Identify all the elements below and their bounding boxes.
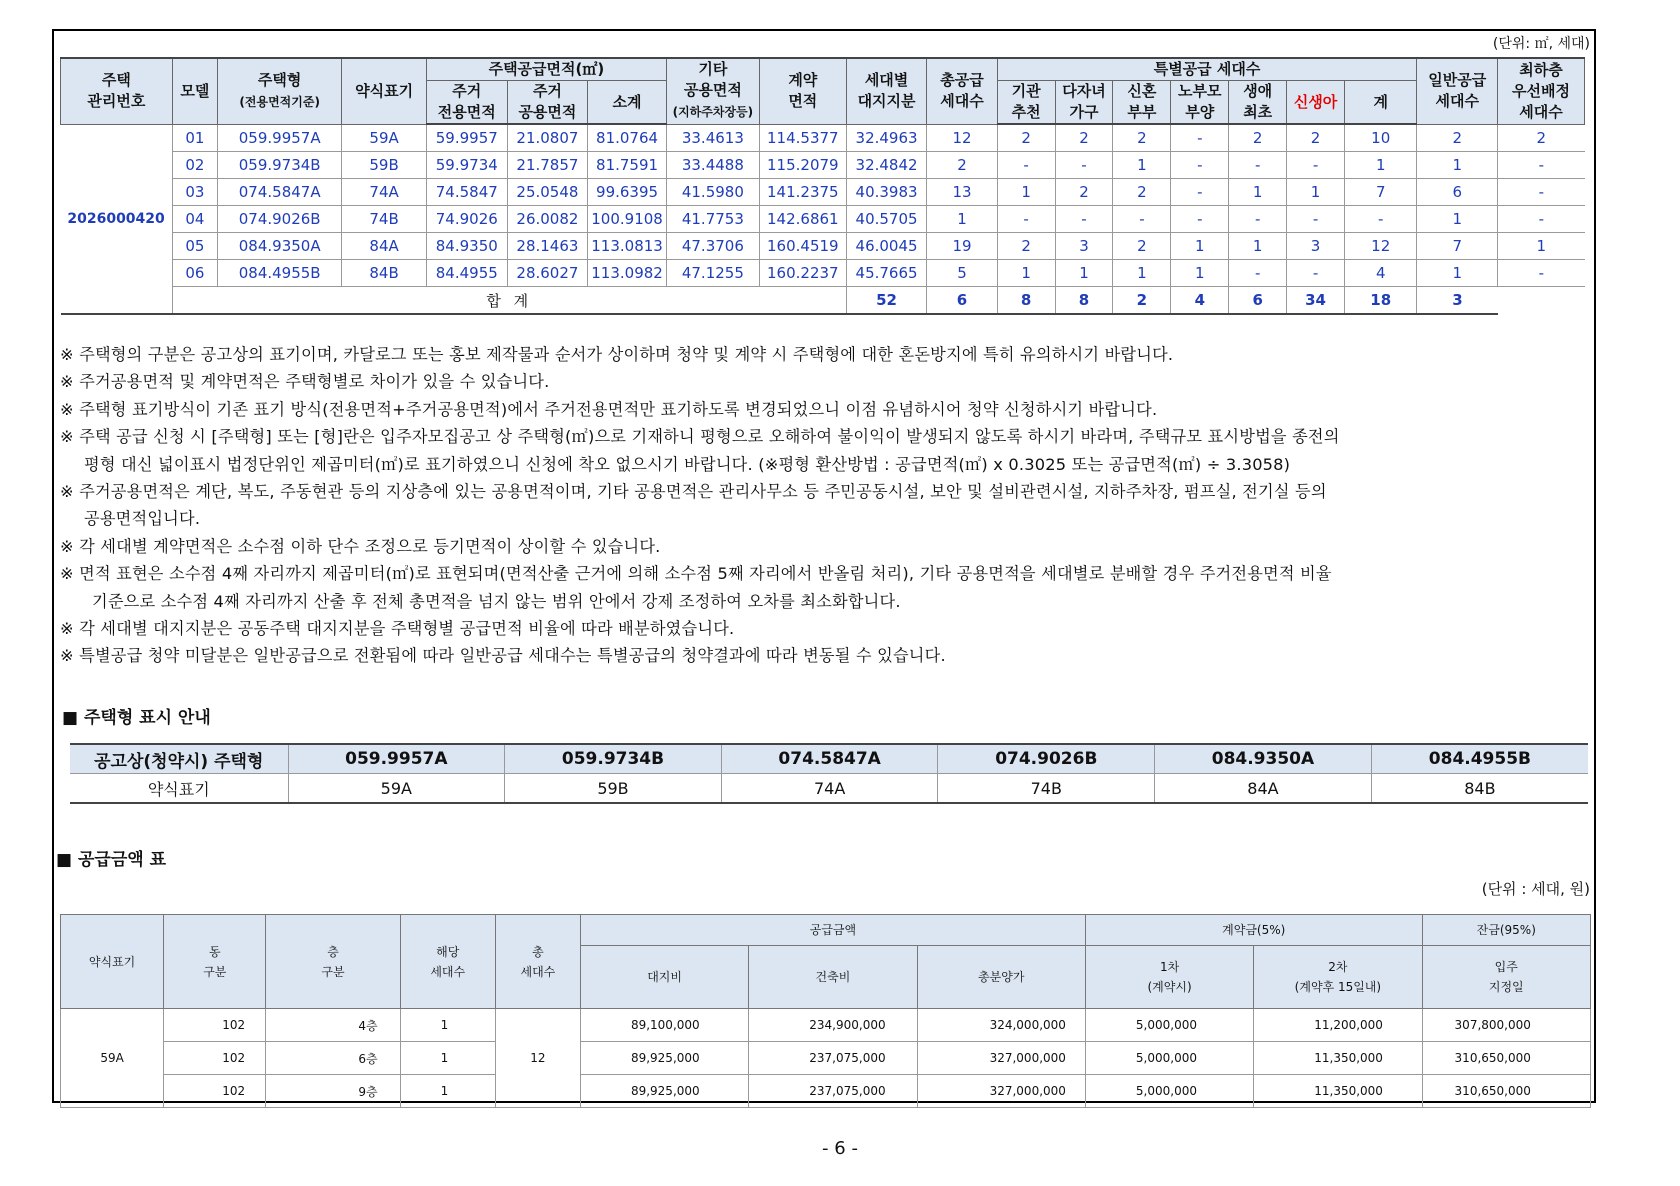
th-supply-area: 주택공급면적(㎡): [426, 58, 666, 81]
table-row: [61, 152, 1585, 179]
table-cell: -: [1287, 206, 1345, 233]
th-sp-first: 생애 최초: [1229, 81, 1287, 125]
note-line: ※ 주택형 표기방식이 기존 표기 방식(전용면적+주거공용면적)에서 주거전용면적만 표기하도록 변경되었으니 이점 유념하시어 청약 신청하시기 바랍니다.: [60, 399, 1158, 419]
table-cell: 114.5377: [759, 124, 846, 152]
total-cell: 6: [927, 287, 997, 315]
table-cell: 04: [172, 206, 217, 233]
table-cell: -: [1498, 206, 1585, 233]
table-cell: 84.4955: [426, 260, 507, 287]
th-building: 건축비: [749, 946, 917, 1009]
total-cell: 8: [1055, 287, 1113, 315]
table-cell: -: [1055, 152, 1113, 179]
total-cell: 8: [997, 287, 1055, 315]
table-row: [61, 1042, 1591, 1075]
table-cell: 1: [1055, 260, 1113, 287]
table-cell: 59B: [342, 152, 427, 179]
th-res-common: 주거 공용면적: [507, 81, 588, 125]
th-type-code: 074.5847A: [721, 744, 938, 774]
table-cell: 7: [1417, 233, 1498, 260]
table-cell: 32.4842: [846, 152, 927, 179]
table-cell: 084.9350A: [218, 233, 342, 260]
table-cell: 1: [400, 1009, 495, 1042]
table-cell: 160.2237: [759, 260, 846, 287]
table-cell: -: [1171, 206, 1229, 233]
table-cell: -: [1498, 152, 1585, 179]
table-cell: 100.9108: [588, 206, 667, 233]
table-cell: 113.0813: [588, 233, 667, 260]
table-cell: 26.0082: [507, 206, 588, 233]
group-short-label: 59A: [61, 1009, 164, 1108]
table-cell: 5: [927, 260, 997, 287]
table-cell: 10: [1345, 124, 1417, 152]
table-cell: 81.0764: [588, 124, 667, 152]
th-short: 약식표기: [342, 58, 427, 124]
table-cell: 324,000,000: [917, 1009, 1085, 1042]
table-cell: 32.4963: [846, 124, 927, 152]
table-cell: 1: [1417, 260, 1498, 287]
th-move-in: 입주 지정일: [1422, 946, 1590, 1009]
table-cell: 084.4955B: [218, 260, 342, 287]
table-cell: 1: [1113, 260, 1171, 287]
table-cell: 327,000,000: [917, 1075, 1085, 1108]
table-cell: 33.4488: [666, 152, 759, 179]
table-cell: 2: [1113, 233, 1171, 260]
note-line: ※ 각 세대별 계약면적은 소수점 이하 단수 조정으로 등기면적이 상이할 수 있습니다.: [60, 536, 661, 556]
table-cell: 45.7665: [846, 260, 927, 287]
page-frame: [52, 29, 1596, 1103]
area-table: [60, 57, 1585, 315]
table-cell: -: [1229, 206, 1287, 233]
table-cell: 2: [997, 124, 1055, 152]
price-table: [60, 914, 1591, 1108]
table-cell: 237,075,000: [749, 1042, 917, 1075]
table-cell: 059.9957A: [218, 124, 342, 152]
table-cell: 102: [164, 1009, 266, 1042]
th-second: 2차 (계약후 15일내): [1254, 946, 1422, 1009]
table-cell: 1: [1113, 152, 1171, 179]
th-type-code: 059.9957A: [288, 744, 505, 774]
table-cell: 84A: [342, 233, 427, 260]
section-title-type-guide: ■ 주택형 표시 안내: [62, 708, 211, 728]
table-cell: 2: [1498, 124, 1585, 152]
table-cell: 2: [1055, 124, 1113, 152]
table-cell: 46.0045: [846, 233, 927, 260]
unit-price-label: (단위 : 세대, 원): [1481, 880, 1590, 898]
table-cell: 113.0982: [588, 260, 667, 287]
table-row: [61, 233, 1585, 260]
table-cell: 21.7857: [507, 152, 588, 179]
table-cell: 99.6395: [588, 179, 667, 206]
table-cell: 1: [1229, 179, 1287, 206]
table-cell: -: [997, 206, 1055, 233]
table-cell: 33.4613: [666, 124, 759, 152]
note-line: ※ 주거공용면적은 계단, 복도, 주동현관 등의 지상층에 있는 공용면적이며, 기타 공용면적은 관리사무소 등 주민공동시설, 보안 및 설비관련시설, 지하주차장, 펌프실, 전기실 등의: [60, 482, 1327, 502]
table-cell: 141.2375: [759, 179, 846, 206]
table-cell: -: [1229, 152, 1287, 179]
table-cell: 307,800,000: [1422, 1009, 1590, 1042]
table-cell: 06: [172, 260, 217, 287]
note-line: ※ 주택 공급 신청 시 [주택형] 또는 [형]란은 입주자모집공고 상 주택형(㎡)으로 기재하니 평형으로 오해하여 불이익이 발생되지 않도록 하시기 바라며, 주택규모 표시방법을 종전의: [60, 427, 1340, 447]
table-cell: -: [1171, 124, 1229, 152]
table-row: [61, 206, 1585, 233]
total-cell: 2: [1113, 287, 1171, 315]
table-cell: -: [1287, 152, 1345, 179]
table-cell: 4: [1345, 260, 1417, 287]
table-row: [61, 1075, 1591, 1108]
table-cell: 1: [400, 1042, 495, 1075]
th-type-code: 084.4955B: [1371, 744, 1588, 774]
th-type-code: 074.9026B: [938, 744, 1155, 774]
th-land-share: 세대별 대지지분: [846, 58, 927, 124]
table-row: [61, 179, 1585, 206]
table-cell: 21.0807: [507, 124, 588, 152]
table-cell: 2: [927, 152, 997, 179]
table-cell: 1: [1498, 233, 1585, 260]
th-sp-multi: 다자녀 가구: [1055, 81, 1113, 125]
table-cell: 5,000,000: [1085, 1075, 1253, 1108]
th-subtotal: 소계: [588, 81, 667, 125]
table-cell: 74B: [342, 206, 427, 233]
th-notice-type: 공고상(청약시) 주택형: [70, 744, 288, 774]
short-code: 84B: [1371, 774, 1588, 804]
table-cell: 102: [164, 1042, 266, 1075]
table-cell: 59A: [342, 124, 427, 152]
table-cell: 2: [1229, 124, 1287, 152]
table-cell: -: [1345, 206, 1417, 233]
table-cell: 12: [927, 124, 997, 152]
mgmt-number: 2026000420: [61, 124, 173, 314]
th-sp-newborn: 신생아: [1287, 81, 1345, 125]
th-dong: 동 구분: [164, 915, 266, 1009]
table-cell: 6: [1417, 179, 1498, 206]
table-cell: 11,350,000: [1254, 1075, 1422, 1108]
table-cell: 1: [1287, 179, 1345, 206]
table-cell: 2: [1055, 179, 1113, 206]
th-type-code: 084.9350A: [1155, 744, 1372, 774]
short-code: 74B: [938, 774, 1155, 804]
table-cell: 47.3706: [666, 233, 759, 260]
table-cell: 74.5847: [426, 179, 507, 206]
table-cell: 2: [997, 233, 1055, 260]
short-code: 59A: [288, 774, 505, 804]
th-type: 주택형 (전용면적기준): [218, 58, 342, 124]
table-cell: 02: [172, 152, 217, 179]
total-cell: 34: [1287, 287, 1345, 315]
total-row: [61, 287, 1585, 315]
table-cell: 1: [1171, 260, 1229, 287]
table-cell: 115.2079: [759, 152, 846, 179]
note-line: ※ 특별공급 청약 미달분은 일반공급으로 전환됨에 따라 일반공급 세대수는 특별공급의 청약결과에 따라 변동될 수 있습니다.: [60, 646, 946, 666]
note-line: ※ 주택형의 구분은 공고상의 표기이며, 카달로그 또는 홍보 제작물과 순서가 상이하며 청약 및 계약 시 주택형에 대한 혼돈방지에 특히 유의하시기 바랍니다.: [60, 345, 1174, 364]
table-cell: 1: [997, 179, 1055, 206]
table-cell: 81.7591: [588, 152, 667, 179]
table-cell: 19: [927, 233, 997, 260]
table-cell: 327,000,000: [917, 1042, 1085, 1075]
note-line: 공용면적입니다.: [84, 509, 201, 529]
table-cell: 25.0548: [507, 179, 588, 206]
th-first: 1차 (계약시): [1085, 946, 1253, 1009]
th-special: 특별공급 세대수: [997, 58, 1417, 81]
short-code: 74A: [721, 774, 938, 804]
table-row: [61, 1009, 1591, 1042]
th-deposit: 계약금(5%): [1085, 915, 1422, 946]
table-cell: 28.1463: [507, 233, 588, 260]
table-cell: 12: [1345, 233, 1417, 260]
type-guide-table: [70, 743, 1588, 804]
note-line: ※ 각 세대별 대지지분은 공동주택 대지지분을 주택형별 공급면적 비율에 따라 배분하였습니다.: [60, 619, 735, 639]
th-balance: 잔금(95%): [1422, 915, 1590, 946]
table-cell: 2: [1113, 124, 1171, 152]
table-cell: 310,650,000: [1422, 1042, 1590, 1075]
total-cell: 3: [1417, 287, 1498, 315]
row-label-short: 약식표기: [70, 774, 288, 804]
table-cell: 7: [1345, 179, 1417, 206]
total-cell: 4: [1171, 287, 1229, 315]
table-cell: 3: [1287, 233, 1345, 260]
table-cell: 234,900,000: [749, 1009, 917, 1042]
short-code: 84A: [1155, 774, 1372, 804]
th-total-supply: 총공급 세대수: [927, 58, 997, 124]
table-cell: 074.5847A: [218, 179, 342, 206]
th-lowest: 최하층 우선배정 세대수: [1498, 58, 1585, 124]
th-sp-newly: 신혼 부부: [1113, 81, 1171, 125]
th-sp-org: 기관 추천: [997, 81, 1055, 125]
table-cell: -: [1287, 260, 1345, 287]
note-line: 기준으로 소수점 4째 자리까지 산출 후 전체 총면적을 넘지 않는 범위 안에서 강제 조정하여 오차를 최소화합니다.: [92, 591, 901, 611]
th-total-units: 총 세대수: [495, 915, 580, 1009]
table-cell: 1: [1345, 152, 1417, 179]
table-cell: 2: [1417, 124, 1498, 152]
table-cell: -: [1171, 179, 1229, 206]
table-cell: 1: [997, 260, 1055, 287]
table-cell: -: [997, 152, 1055, 179]
th-sp-sum: 계: [1345, 81, 1417, 125]
th-mgmt: 주택 관리번호: [61, 58, 173, 124]
total-units: 12: [495, 1009, 580, 1108]
table-cell: 5,000,000: [1085, 1009, 1253, 1042]
table-cell: 1: [927, 206, 997, 233]
table-cell: 1: [1171, 233, 1229, 260]
table-cell: -: [1113, 206, 1171, 233]
th-short: 약식표기: [61, 915, 164, 1009]
table-cell: 89,100,000: [580, 1009, 748, 1042]
page-number: - 6 -: [822, 1138, 858, 1159]
table-cell: 03: [172, 179, 217, 206]
th-res-excl: 주거 전용면적: [426, 81, 507, 125]
table-cell: 5,000,000: [1085, 1042, 1253, 1075]
note-line: ※ 면적 표현은 소수점 4째 자리까지 제곱미터(㎡)로 표현되며(면적산출 근거에 의해 소수점 5째 자리에서 반올림 처리), 기타 공용면적을 세대별로 분배할 경우 주거전용면적 비율: [60, 564, 1332, 584]
th-model: 모델: [172, 58, 217, 124]
table-cell: 1: [1417, 152, 1498, 179]
table-cell: 05: [172, 233, 217, 260]
unit-label: (단위: ㎡, 세대): [1492, 36, 1590, 52]
table-cell: 310,650,000: [1422, 1075, 1590, 1108]
table-cell: -: [1171, 152, 1229, 179]
table-cell: 89,925,000: [580, 1042, 748, 1075]
th-contract-area: 계약 면적: [759, 58, 846, 124]
total-cell: 6: [1229, 287, 1287, 315]
section-title-price: ■ 공급금액 표: [56, 850, 167, 870]
total-cell: 18: [1345, 287, 1417, 315]
table-cell: 84B: [342, 260, 427, 287]
table-cell: 1: [1417, 206, 1498, 233]
table-cell: 3: [1055, 233, 1113, 260]
table-cell: 74A: [342, 179, 427, 206]
table-cell: 237,075,000: [749, 1075, 917, 1108]
table-cell: 84.9350: [426, 233, 507, 260]
short-code: 59B: [505, 774, 722, 804]
th-land: 대지비: [580, 946, 748, 1009]
th-general: 일반공급 세대수: [1417, 58, 1498, 124]
table-cell: 59.9957: [426, 124, 507, 152]
table-cell: 40.5705: [846, 206, 927, 233]
table-cell: -: [1055, 206, 1113, 233]
table-cell: 9층: [266, 1075, 400, 1108]
table-cell: 74.9026: [426, 206, 507, 233]
table-cell: 1: [1229, 233, 1287, 260]
table-cell: 01: [172, 124, 217, 152]
table-cell: -: [1229, 260, 1287, 287]
table-cell: 074.9026B: [218, 206, 342, 233]
table-cell: 89,925,000: [580, 1075, 748, 1108]
total-cell: 52: [846, 287, 927, 315]
table-cell: 13: [927, 179, 997, 206]
table-cell: 40.3983: [846, 179, 927, 206]
note-line: 평형 대신 넓이표시 법정단위인 제곱미터(㎡)로 표기하였으니 신청에 착오 없으시기 바랍니다. (※평형 환산방법 : 공급면적(㎡) x 0.3025 또는 공급면적(㎡) ÷ 3.3058): [84, 454, 1291, 474]
th-floor: 층 구분: [266, 915, 400, 1009]
table-cell: 2: [1287, 124, 1345, 152]
table-row: [61, 124, 1585, 152]
table-cell: 28.6027: [507, 260, 588, 287]
table-row: [61, 260, 1585, 287]
note-line: ※ 주거공용면적 및 계약면적은 주택형별로 차이가 있을 수 있습니다.: [60, 372, 550, 392]
table-cell: 11,350,000: [1254, 1042, 1422, 1075]
table-cell: 47.1255: [666, 260, 759, 287]
th-other-common: 기타 공용면적 (지하주차장등): [666, 58, 759, 124]
table-cell: 160.4519: [759, 233, 846, 260]
table-cell: 41.7753: [666, 206, 759, 233]
th-type-code: 059.9734B: [505, 744, 722, 774]
th-sp-elder: 노부모 부양: [1171, 81, 1229, 125]
total-label: 합 계: [172, 287, 846, 315]
table-cell: 4층: [266, 1009, 400, 1042]
table-cell: 142.6861: [759, 206, 846, 233]
notes-list: [60, 341, 1590, 670]
table-cell: 6층: [266, 1042, 400, 1075]
table-cell: 102: [164, 1075, 266, 1108]
table-cell: 059.9734B: [218, 152, 342, 179]
table-cell: 59.9734: [426, 152, 507, 179]
th-supply-price: 공급금액: [580, 915, 1085, 946]
table-cell: -: [1498, 260, 1585, 287]
table-cell: 11,200,000: [1254, 1009, 1422, 1042]
table-cell: -: [1498, 179, 1585, 206]
table-cell: 1: [400, 1075, 495, 1108]
th-units: 해당 세대수: [400, 915, 495, 1009]
table-cell: 41.5980: [666, 179, 759, 206]
table-cell: 2: [1113, 179, 1171, 206]
th-total-price: 총분양가: [917, 946, 1085, 1009]
